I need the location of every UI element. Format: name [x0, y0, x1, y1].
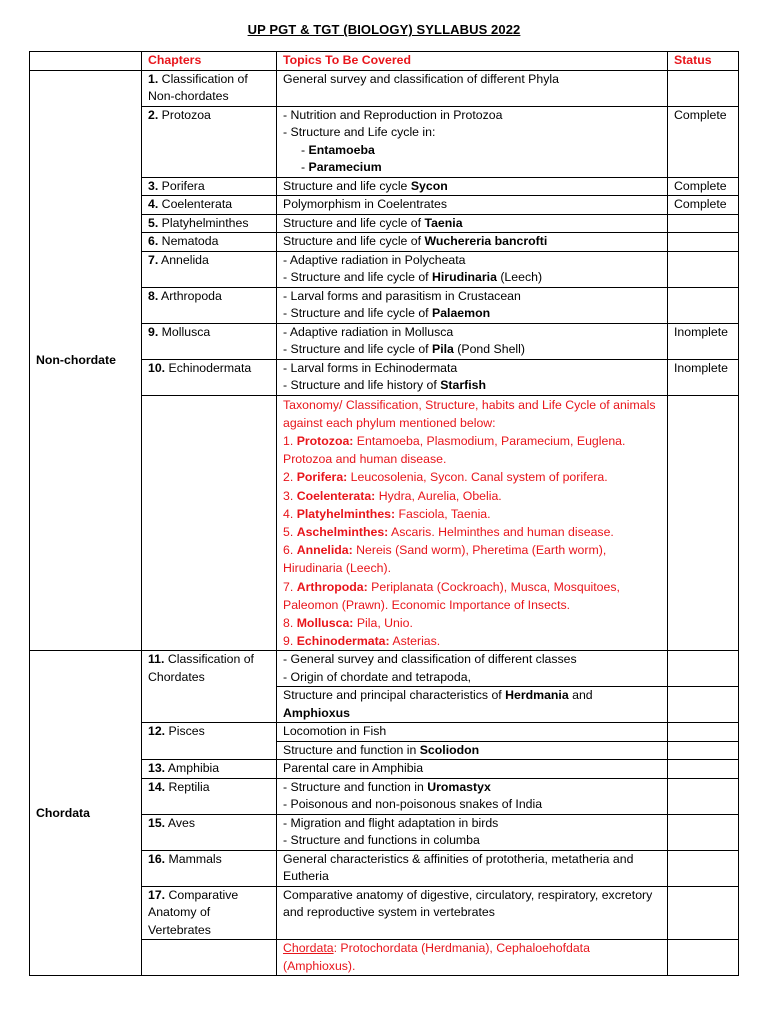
status-cell: [668, 651, 739, 687]
topic-cell: - Larval forms in Echinodermata - Structure and life history of Starfish: [277, 359, 668, 395]
chordata-note-cell: Chordata: Protochordata (Herdmania), Cephaloehofdata (Amphioxus).: [277, 940, 668, 976]
chapter-cell: 9. Mollusca: [142, 323, 277, 359]
taxonomy-item: 8. Mollusca: Pila, Unio.: [283, 615, 413, 630]
status-cell: [668, 814, 739, 850]
topic-cell: Structure and life cycle of Taenia: [277, 214, 668, 233]
chapter-cell: 17. Comparative Anatomy of Vertebrates: [142, 886, 277, 940]
status-cell: Complete: [668, 106, 739, 177]
chapter-cell: 1. Classification of Non-chordates: [142, 70, 277, 106]
chapter-cell: 7. Annelida: [142, 251, 277, 287]
taxonomy-item: 5. Aschelminthes: Ascaris. Helminthes and human disease.: [283, 524, 614, 539]
topic-cell: Structure and life cycle Sycon: [277, 177, 668, 196]
topic-cell: - Adaptive radiation in Mollusca - Structure and life cycle of Pila (Pond Shell): [277, 323, 668, 359]
status-cell: [668, 760, 739, 779]
topic-cell: Structure and life cycle of Wuchereria bancrofti: [277, 233, 668, 252]
topic-cell: Locomotion in Fish: [277, 723, 668, 742]
topic-cell: - General survey and classification of different classes - Origin of chordate and tetrapoda,: [277, 651, 668, 687]
chapter-cell: 10. Echinodermata: [142, 359, 277, 395]
status-cell: Inomplete: [668, 323, 739, 359]
chapter-cell: [142, 940, 277, 976]
taxonomy-item: 2. Porifera: Leucosolenia, Sycon. Canal system of porifera.: [283, 470, 608, 485]
status-cell: [668, 850, 739, 886]
topic-cell: Polymorphism in Coelentrates: [277, 196, 668, 215]
chapter-cell: 13. Amphibia: [142, 760, 277, 779]
status-header: Status: [668, 52, 739, 71]
taxonomy-item: 1. Protozoa: Entamoeba, Plasmodium, Paramecium, Euglena. Protozoa and human disease.: [283, 433, 626, 467]
taxonomy-item: 4. Platyhelminthes: Fasciola, Taenia.: [283, 506, 491, 521]
topic-cell: - Larval forms and parasitism in Crustacean - Structure and life cycle of Palaemon: [277, 287, 668, 323]
chapter-cell: 2. Protozoa: [142, 106, 277, 177]
taxonomy-item: 3. Coelenterata: Hydra, Aurelia, Obelia.: [283, 488, 502, 503]
topic-cell: - Migration and flight adaptation in birds - Structure and functions in columba: [277, 814, 668, 850]
chapter-cell: 6. Nematoda: [142, 233, 277, 252]
status-cell: [668, 395, 739, 651]
chapter-cell: [142, 395, 277, 651]
taxonomy-intro: Taxonomy/ Classification, Structure, habits and Life Cycle of animals against each phylum mentioned below:: [283, 397, 656, 430]
taxonomy-item: 6. Annelida: Nereis (Sand worm), Pheretima (Earth worm), Hirudinaria (Leech).: [283, 543, 607, 576]
taxonomy-item: 7. Arthropoda: Periplanata (Cockroach), Musca, Mosquitoes, Paleomon (Prawn). Economic Importance of Insects.: [283, 579, 620, 612]
status-cell: [668, 778, 739, 814]
chapter-cell: 14. Reptilia: [142, 778, 277, 814]
topic-cell: General characteristics & affinities of prototheria, metatheria and Eutheria: [277, 850, 668, 886]
status-cell: [668, 723, 739, 742]
topic-cell: Parental care in Amphibia: [277, 760, 668, 779]
chapters-header: Chapters: [142, 52, 277, 71]
status-cell: [668, 70, 739, 106]
chapter-cell: 3. Porifera: [142, 177, 277, 196]
topic-cell: - Adaptive radiation in Polycheata - Structure and life cycle of Hirudinaria (Leech): [277, 251, 668, 287]
section-header: [30, 52, 142, 71]
topic-cell: Structure and principal characteristics of Herdmania and Amphioxus: [277, 687, 668, 723]
status-cell: [668, 940, 739, 976]
chapter-cell: 4. Coelenterata: [142, 196, 277, 215]
status-cell: Complete: [668, 196, 739, 215]
chapter-cell: 8. Arthropoda: [142, 287, 277, 323]
topic-cell: Comparative anatomy of digestive, circulatory, respiratory, excretory and reproductive system in vertebrates: [277, 886, 668, 940]
status-cell: Inomplete: [668, 359, 739, 395]
chapter-cell: 5. Platyhelminthes: [142, 214, 277, 233]
topic-cell: - Structure and function in Uromastyx - Poisonous and non-poisonous snakes of India: [277, 778, 668, 814]
table-header-row: [30, 52, 739, 71]
taxonomy-item: 9. Echinodermata: Asterias.: [283, 634, 441, 649]
status-cell: [668, 687, 739, 723]
status-cell: [668, 233, 739, 252]
syllabus-table: [29, 51, 739, 976]
topic-cell: General survey and classification of different Phyla: [277, 70, 668, 106]
status-cell: [668, 886, 739, 940]
status-cell: [668, 287, 739, 323]
chapter-cell: 15. Aves: [142, 814, 277, 850]
topic-cell: Structure and function in Scoliodon: [277, 741, 668, 760]
status-cell: [668, 741, 739, 760]
chapter-cell: 16. Mammals: [142, 850, 277, 886]
section-label-chordata: Chordata: [30, 651, 142, 976]
chapter-cell: 11. Classification of Chordates: [142, 651, 277, 723]
page-title: UP PGT & TGT (BIOLOGY) SYLLABUS 2022: [247, 22, 521, 37]
chapter-cell: 12. Pisces: [142, 723, 277, 760]
status-cell: [668, 251, 739, 287]
table-row: [30, 70, 739, 106]
topic-cell: - Nutrition and Reproduction in Protozoa - Structure and Life cycle in: - Entamoeba - Paramecium: [277, 106, 668, 177]
section-label-non-chordate: Non-chordate: [30, 70, 142, 651]
topics-header: Topics To Be Covered: [277, 52, 668, 71]
table-row: [30, 651, 739, 687]
status-cell: [668, 214, 739, 233]
taxonomy-cell: [277, 395, 668, 651]
status-cell: Complete: [668, 177, 739, 196]
